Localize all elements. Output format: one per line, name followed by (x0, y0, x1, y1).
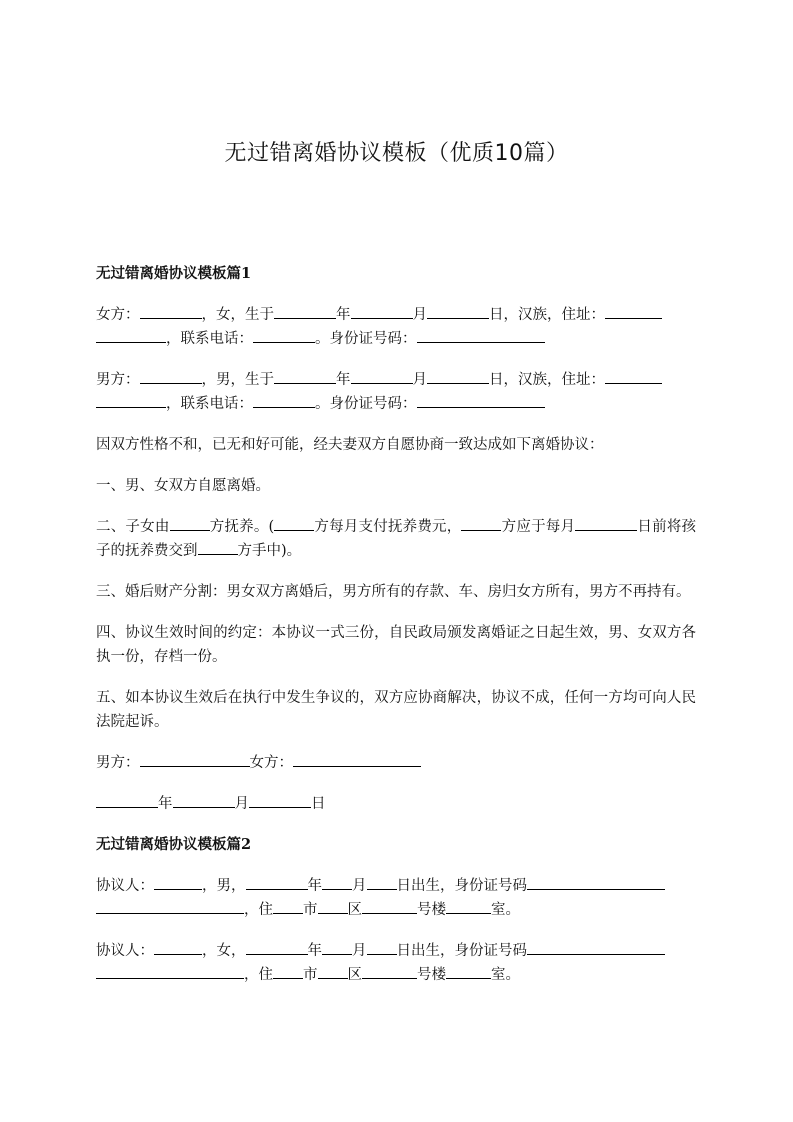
blank-field (362, 964, 417, 979)
female-party-info: 女方： ，女，生于 年 月 日，汉族，住址： ，联系电话： 。身份证号码： (96, 303, 696, 351)
date-line: 年 月 日 (96, 792, 696, 816)
blank-field (605, 369, 662, 384)
section-heading: 无过错离婚协议模板篇2 (96, 836, 252, 853)
blank-field (140, 304, 202, 319)
blank-field (461, 516, 501, 531)
blank-field (274, 516, 314, 531)
clause-5: 五、如本协议生效后在执行中发生争议的，双方应协商解决，协议不成，任何一方均可向人民法院起诉。 (96, 690, 696, 730)
blank-field (322, 940, 352, 955)
blank-field (417, 393, 545, 408)
blank-field (154, 875, 202, 890)
blank-field (427, 369, 489, 384)
document-title: 无过错离婚协议模板（优质10篇） (224, 141, 569, 166)
blank-field (96, 793, 158, 808)
blank-field (198, 540, 238, 555)
blank-field (427, 304, 489, 319)
blank-field (417, 328, 545, 343)
section-heading: 无过错离婚协议模板篇1 (96, 265, 252, 282)
blank-field (367, 875, 397, 890)
blank-field (96, 393, 166, 408)
clause-1: 一、男、女双方自愿离婚。 (96, 478, 270, 494)
blank-field (173, 793, 235, 808)
blank-field (527, 875, 665, 890)
blank-field (351, 304, 413, 319)
blank-field (367, 940, 397, 955)
blank-field (96, 899, 244, 914)
blank-field (249, 793, 311, 808)
blank-field (322, 875, 352, 890)
blank-field (446, 964, 491, 979)
blank-field (140, 369, 202, 384)
agreement-intro: 因双方性格不和，已无和好可能，经夫妻双方自愿协商一致达成如下离婚协议： (96, 437, 604, 453)
blank-field (273, 899, 303, 914)
blank-field (446, 899, 491, 914)
party-2-info: 协议人： ，女， 年 月 日出生，身份证号码 ，住 市 区 号楼 室。 (96, 939, 696, 987)
blank-field (605, 304, 662, 319)
male-party-info: 男方： ，男，生于 年 月 日，汉族，住址： ，联系电话： 。身份证号码： (96, 368, 696, 416)
signature-line: 男方： 女方： (96, 751, 696, 775)
blank-field (154, 940, 202, 955)
blank-field (140, 752, 250, 767)
party-1-info: 协议人： ，男， 年 月 日出生，身份证号码 ，住 市 区 号楼 室。 (96, 874, 696, 922)
blank-field (351, 369, 413, 384)
blank-field (362, 899, 417, 914)
blank-field (293, 752, 421, 767)
clause-4: 四、协议生效时间的约定：本协议一式三份，自民政局颁发离婚证之日起生效，男、女双方各执一份，存档一份。 (96, 625, 696, 665)
document-body (96, 262, 696, 1004)
blank-field (273, 964, 303, 979)
blank-field (246, 875, 308, 890)
blank-field (575, 516, 637, 531)
blank-field (253, 328, 315, 343)
blank-field (274, 304, 336, 319)
blank-field (318, 899, 348, 914)
blank-field (170, 516, 210, 531)
blank-field (96, 328, 166, 343)
blank-field (246, 940, 308, 955)
blank-field (527, 940, 665, 955)
clause-2: 二、子女由 方抚养。( 方每月支付抚养费元， 方应于每月 日前将孩子的抚养费交到 方手中)。 (96, 515, 696, 563)
blank-field (318, 964, 348, 979)
clause-3: 三、婚后财产分割：男女双方离婚后，男方所有的存款、车、房归女方所有，男方不再持有。 (96, 584, 691, 600)
blank-field (253, 393, 315, 408)
blank-field (274, 369, 336, 384)
blank-field (96, 964, 244, 979)
